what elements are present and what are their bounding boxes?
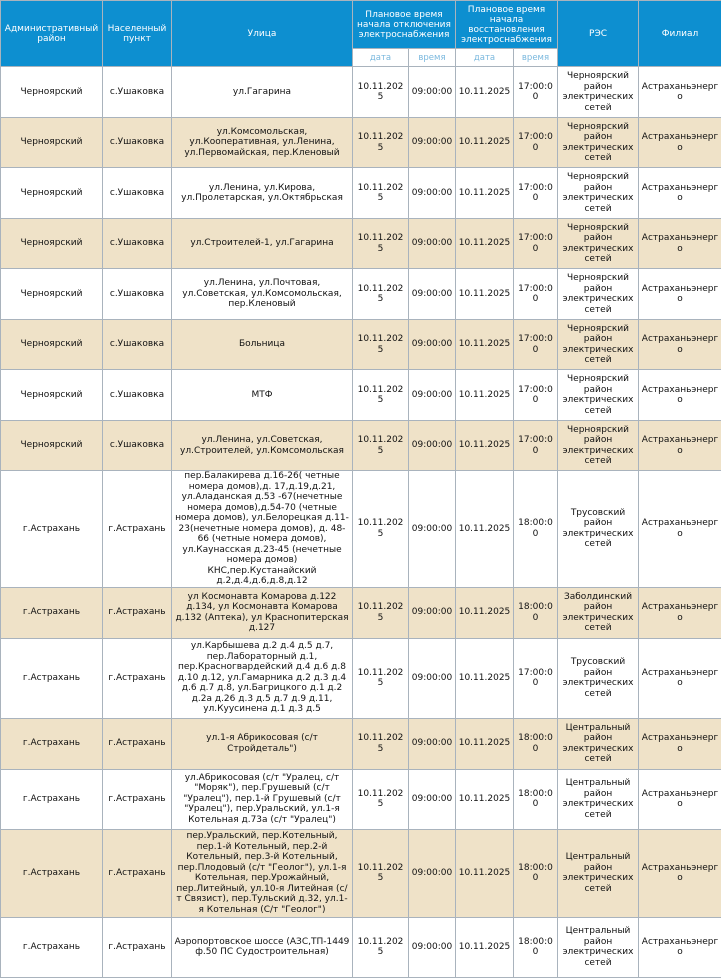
cell-street: ул.1-я Абрикосовая (с/т Стройдеталь") xyxy=(172,718,353,769)
table-row xyxy=(1,638,721,718)
cell-district: г.Астрахань xyxy=(1,829,103,917)
cell-branch: Астраханьэнерго xyxy=(639,269,721,320)
cell-street: ул.Гагарина xyxy=(172,67,353,118)
cell-branch: Астраханьэнерго xyxy=(639,917,721,977)
table-row xyxy=(1,769,721,829)
table-row xyxy=(1,471,721,588)
cell-locality: с.Ушаковка xyxy=(103,219,172,269)
cell-locality: г.Астрахань xyxy=(103,769,172,829)
cell-branch: Астраханьэнерго xyxy=(639,421,721,471)
col-header-end-time: время xyxy=(514,49,558,67)
cell-locality: г.Астрахань xyxy=(103,917,172,977)
cell-end-time: 18:00:00 xyxy=(514,718,558,769)
cell-street: пер.Уральский, пер.Котельный, пер.1-й Котельный, пер.2-й Котельный, пер.3-й Котельный, пер.Плодовый (с/т "Геолог"), ул.1-я Котельная, пер.Урожайный, пер.Литейный, ул.10-я Литейная (с/т Связист), пер.Тульский д.32, ул.1-я Котельная (С/т "Геолог") xyxy=(172,829,353,917)
cell-start-date: 10.11.2025 xyxy=(353,638,409,718)
cell-street: ул.Комсомольская, ул.Кооперативная, ул.Ленина, ул.Первомайская, пер.Кленовый xyxy=(172,118,353,168)
table-row xyxy=(1,718,721,769)
cell-res: Черноярский район электрических сетей xyxy=(558,370,639,421)
cell-locality: г.Астрахань xyxy=(103,638,172,718)
cell-street: пер.Балакирева д.16-26( четные номера домов),д. 17,д.19,д.21, ул.Аладанская д.53 -67(нечетные номера домов),д.54-70 (четные номера домов), ул.Белорецкая д.11-23(нечетные номера домов), д. 48-66 (четные номера домов), ул.Каунасская д.23-45 (нечетные номера домов) КНС,пер.Кустанайский д.2,д.4,д.6,д.8,д.12 xyxy=(172,471,353,588)
cell-locality: с.Ушаковка xyxy=(103,168,172,219)
cell-end-time: 18:00:00 xyxy=(514,917,558,977)
col-header-start[interactable]: Плановое время начала отключения электроснабжения xyxy=(353,1,456,49)
cell-res: Центральный район электрических сетей xyxy=(558,829,639,917)
cell-end-time: 18:00:00 xyxy=(514,471,558,588)
cell-start-time: 09:00:00 xyxy=(409,269,456,320)
cell-district: Черноярский xyxy=(1,421,103,471)
table-body xyxy=(1,67,721,978)
cell-end-date: 10.11.2025 xyxy=(456,320,514,370)
cell-district: Черноярский xyxy=(1,219,103,269)
cell-street: Больница xyxy=(172,320,353,370)
cell-end-date: 10.11.2025 xyxy=(456,421,514,471)
cell-start-time: 09:00:00 xyxy=(409,168,456,219)
cell-start-time: 09:00:00 xyxy=(409,320,456,370)
cell-street: ул.Карбышева д.2 д.4 д.5 д.7, пер.Лабораторный д.1, пер.Красногвардейский д.4 д.6 д.8 д.10 д.12, ул.Гамарника д.2 д.3 д.4 д.6 д.7 д.8, ул.Багрицкого д.1 д.2 д.2а д.26 д.3 д.5 д.7 д.9 д.11, ул.Куусинена д.1 д.3 д.5 xyxy=(172,638,353,718)
cell-branch: Астраханьэнерго xyxy=(639,471,721,588)
cell-start-time: 09:00:00 xyxy=(409,118,456,168)
cell-end-date: 10.11.2025 xyxy=(456,168,514,219)
cell-end-date: 10.11.2025 xyxy=(456,269,514,320)
table-row xyxy=(1,829,721,917)
cell-start-date: 10.11.2025 xyxy=(353,219,409,269)
col-header-street[interactable]: Улица xyxy=(172,1,353,67)
cell-end-time: 17:00:00 xyxy=(514,168,558,219)
col-header-district[interactable]: Административный район xyxy=(1,1,103,67)
cell-res: Заболдинский район электрических сетей xyxy=(558,587,639,638)
cell-res: Центральный район электрических сетей xyxy=(558,917,639,977)
table-row xyxy=(1,587,721,638)
cell-res: Центральный район электрических сетей xyxy=(558,769,639,829)
cell-district: Черноярский xyxy=(1,320,103,370)
col-header-res[interactable]: РЭС xyxy=(558,1,639,67)
cell-end-date: 10.11.2025 xyxy=(456,917,514,977)
table-row xyxy=(1,320,721,370)
cell-branch: Астраханьэнерго xyxy=(639,118,721,168)
cell-district: г.Астрахань xyxy=(1,638,103,718)
cell-district: г.Астрахань xyxy=(1,718,103,769)
cell-branch: Астраханьэнерго xyxy=(639,587,721,638)
cell-district: г.Астрахань xyxy=(1,917,103,977)
col-header-end[interactable]: Плановое время начала восстановления электроснабжения xyxy=(456,1,558,49)
cell-street: ул.Ленина, ул.Советская, ул.Строителей, ул.Комсомольская xyxy=(172,421,353,471)
cell-locality: г.Астрахань xyxy=(103,718,172,769)
cell-end-time: 18:00:00 xyxy=(514,829,558,917)
cell-branch: Астраханьэнерго xyxy=(639,168,721,219)
cell-start-time: 09:00:00 xyxy=(409,718,456,769)
cell-district: Черноярский xyxy=(1,269,103,320)
cell-start-time: 09:00:00 xyxy=(409,638,456,718)
cell-district: Черноярский xyxy=(1,168,103,219)
cell-end-time: 17:00:00 xyxy=(514,118,558,168)
cell-start-date: 10.11.2025 xyxy=(353,370,409,421)
cell-branch: Астраханьэнерго xyxy=(639,67,721,118)
cell-end-time: 17:00:00 xyxy=(514,320,558,370)
cell-start-date: 10.11.2025 xyxy=(353,769,409,829)
cell-res: Черноярский район электрических сетей xyxy=(558,219,639,269)
cell-end-date: 10.11.2025 xyxy=(456,718,514,769)
cell-end-time: 17:00:00 xyxy=(514,638,558,718)
cell-start-time: 09:00:00 xyxy=(409,421,456,471)
cell-end-time: 17:00:00 xyxy=(514,269,558,320)
cell-locality: с.Ушаковка xyxy=(103,370,172,421)
cell-start-time: 09:00:00 xyxy=(409,471,456,588)
cell-street: ул Космонавта Комарова д.122 д.134, ул Космонавта Комарова д.132 (Аптека), ул Краснопитерская д.127 xyxy=(172,587,353,638)
cell-street: ул.Ленина, ул.Кирова, ул.Пролетарская, ул.Октябрьская xyxy=(172,168,353,219)
table-row xyxy=(1,168,721,219)
cell-end-date: 10.11.2025 xyxy=(456,67,514,118)
cell-end-date: 10.11.2025 xyxy=(456,829,514,917)
table-row xyxy=(1,269,721,320)
table-row xyxy=(1,67,721,118)
cell-start-date: 10.11.2025 xyxy=(353,67,409,118)
cell-branch: Астраханьэнерго xyxy=(639,829,721,917)
cell-end-time: 18:00:00 xyxy=(514,587,558,638)
table-row xyxy=(1,421,721,471)
col-header-locality[interactable]: Населенный пункт xyxy=(103,1,172,67)
col-header-branch[interactable]: Филиал xyxy=(639,1,721,67)
cell-street: Аэропортовское шоссе (АЗС,ТП-1449 ф.50 ПС Судостроительная) xyxy=(172,917,353,977)
cell-branch: Астраханьэнерго xyxy=(639,718,721,769)
cell-locality: г.Астрахань xyxy=(103,587,172,638)
cell-start-date: 10.11.2025 xyxy=(353,168,409,219)
cell-locality: г.Астрахань xyxy=(103,471,172,588)
cell-start-time: 09:00:00 xyxy=(409,219,456,269)
table-row xyxy=(1,370,721,421)
cell-res: Черноярский район электрических сетей xyxy=(558,67,639,118)
cell-res: Черноярский район электрических сетей xyxy=(558,168,639,219)
cell-branch: Астраханьэнерго xyxy=(639,219,721,269)
col-header-start-time: время xyxy=(409,49,456,67)
cell-res: Трусовский район электрических сетей xyxy=(558,471,639,588)
cell-locality: г.Астрахань xyxy=(103,829,172,917)
cell-district: Черноярский xyxy=(1,118,103,168)
cell-res: Черноярский район электрических сетей xyxy=(558,320,639,370)
cell-end-date: 10.11.2025 xyxy=(456,471,514,588)
cell-start-date: 10.11.2025 xyxy=(353,829,409,917)
col-header-end-date: дата xyxy=(456,49,514,67)
cell-res: Черноярский район электрических сетей xyxy=(558,118,639,168)
col-header-start-date: дата xyxy=(353,49,409,67)
cell-branch: Астраханьэнерго xyxy=(639,638,721,718)
cell-locality: с.Ушаковка xyxy=(103,269,172,320)
cell-street: ул.Строителей-1, ул.Гагарина xyxy=(172,219,353,269)
table-row xyxy=(1,118,721,168)
cell-start-date: 10.11.2025 xyxy=(353,718,409,769)
cell-end-time: 17:00:00 xyxy=(514,67,558,118)
cell-end-date: 10.11.2025 xyxy=(456,638,514,718)
cell-start-date: 10.11.2025 xyxy=(353,320,409,370)
cell-end-date: 10.11.2025 xyxy=(456,118,514,168)
cell-street: ул.Абрикосовая (с/т "Уралец, с/т "Моряк"), пер.Грушевый (с/т "Уралец"), пер.1-й Грушевый (с/т "Уралец"), пер.Уральский, ул.1-я Котельная д.73а (с/т "Уралец") xyxy=(172,769,353,829)
cell-start-time: 09:00:00 xyxy=(409,769,456,829)
cell-end-date: 10.11.2025 xyxy=(456,219,514,269)
cell-start-time: 09:00:00 xyxy=(409,829,456,917)
cell-start-date: 10.11.2025 xyxy=(353,587,409,638)
cell-locality: с.Ушаковка xyxy=(103,421,172,471)
cell-district: Черноярский xyxy=(1,370,103,421)
cell-res: Трусовский район электрических сетей xyxy=(558,638,639,718)
cell-district: Черноярский xyxy=(1,67,103,118)
cell-street: ул.Ленина, ул.Почтовая, ул.Советская, ул.Комсомольская, пер.Кленовый xyxy=(172,269,353,320)
cell-start-date: 10.11.2025 xyxy=(353,471,409,588)
cell-res: Центральный район электрических сетей xyxy=(558,718,639,769)
cell-start-time: 09:00:00 xyxy=(409,587,456,638)
table-row xyxy=(1,219,721,269)
cell-district: г.Астрахань xyxy=(1,471,103,588)
cell-end-time: 17:00:00 xyxy=(514,421,558,471)
cell-locality: с.Ушаковка xyxy=(103,320,172,370)
cell-end-date: 10.11.2025 xyxy=(456,370,514,421)
cell-start-date: 10.11.2025 xyxy=(353,269,409,320)
cell-start-time: 09:00:00 xyxy=(409,370,456,421)
cell-end-date: 10.11.2025 xyxy=(456,587,514,638)
cell-res: Черноярский район электрических сетей xyxy=(558,421,639,471)
cell-start-date: 10.11.2025 xyxy=(353,421,409,471)
cell-branch: Астраханьэнерго xyxy=(639,370,721,421)
cell-start-date: 10.11.2025 xyxy=(353,118,409,168)
cell-district: г.Астрахань xyxy=(1,587,103,638)
cell-res: Черноярский район электрических сетей xyxy=(558,269,639,320)
cell-district: г.Астрахань xyxy=(1,769,103,829)
cell-end-date: 10.11.2025 xyxy=(456,769,514,829)
table-row xyxy=(1,917,721,977)
cell-locality: с.Ушаковка xyxy=(103,67,172,118)
cell-branch: Астраханьэнерго xyxy=(639,320,721,370)
cell-end-time: 17:00:00 xyxy=(514,219,558,269)
cell-end-time: 17:00:00 xyxy=(514,370,558,421)
cell-start-time: 09:00:00 xyxy=(409,67,456,118)
cell-branch: Астраханьэнерго xyxy=(639,769,721,829)
cell-start-date: 10.11.2025 xyxy=(353,917,409,977)
cell-start-time: 09:00:00 xyxy=(409,917,456,977)
cell-locality: с.Ушаковка xyxy=(103,118,172,168)
cell-end-time: 18:00:00 xyxy=(514,769,558,829)
cell-street: МТФ xyxy=(172,370,353,421)
